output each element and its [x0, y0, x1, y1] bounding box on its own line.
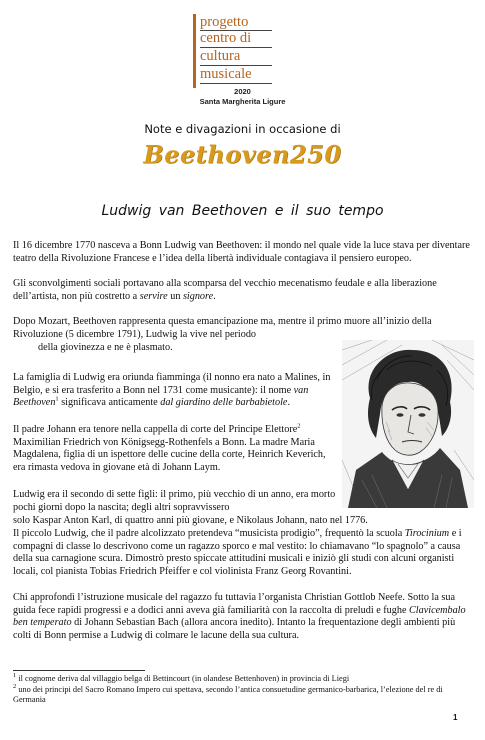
footnote-2-text: uno dei principi del Sacro Romano Impero cui spettava, secondo l’antica consuetudine germanico-barbarica, l’elezione del re di Germania — [13, 685, 443, 704]
footnote-mark-2: 2 — [13, 683, 17, 691]
footnote-separator — [13, 670, 145, 671]
paragraph-6-text: solo Kaspar Anton Karl, di quattro anni più giovane, e Nikolaus Johann, nato nel 1776. — [13, 515, 368, 526]
page-number: 1 — [453, 713, 458, 722]
logo-place: Santa Margherita Ligure — [199, 97, 286, 106]
paragraph-3-text: Dopo Mozart, Beethoven rappresenta questa emancipazione ma, mentre il primo muore all’inizio della Rivoluzione (5 dicembre 1791), Ludwig la vive nel periodo — [13, 316, 432, 340]
footnote-2 — [13, 685, 472, 705]
paragraph-5-text: Il padre Johann era tenore nella cappella di corte del Principe Elettore — [13, 424, 298, 435]
paragraph-4-text: La famiglia di Ludwig era oriunda fiamminga (il nonno era nato a Malines, in Belgio, e si era trasferito a Bonn nel 1731 come musicante): il nome — [13, 372, 331, 396]
footnote-1 — [13, 674, 472, 684]
paragraph-7-text: e i compagni di classe lo descrivono come un ragazzo sporco e mal vestito: lo chiamavano “lo spagnolo” a causa della sua carnagione scura. Dimostrò presto spiccate attitudini musicali e iniziò gli studi con alcuni organisti locali, col pianista Tobias Friedrich Pfeiffer e col violinista Franz Georg Rovantini. — [13, 528, 462, 577]
paragraph-4-text: significava anticamente — [58, 397, 161, 409]
paragraph-1-text: Il 16 dicembre 1770 nasceva a Bonn Ludwig van Beethoven: il mondo nel quale vide la luce stava per diventare teatro della Rivoluzione Francese e l’idea della libertà individuale contagiava il pensiero europeo. — [13, 240, 470, 264]
paragraph-5-text: Maximilian Friedrich von Königsegg-Rothenfels a Bonn. La madre Maria Magdalena, figlia di un ispettore delle cucine della corte, Heinrich Keverich, era rimasta vedova in giovane età di Johann Laym. — [13, 436, 326, 473]
logo-line-1: progetto — [200, 14, 249, 30]
intro-line: Note e divagazioni in occasione di — [144, 122, 341, 136]
logo — [193, 14, 279, 88]
paragraph-5 — [13, 424, 338, 474]
paragraph-2-text: Gli sconvolgimenti sociali portavano alla scomparsa del vecchio mecenatismo feudale e alla liberazione dell’artista, non più costretto a — [13, 278, 437, 302]
footnote-ref-2: 2 — [297, 422, 301, 430]
paragraph-2 — [13, 278, 472, 303]
paragraph-2-emphasis: servire — [139, 290, 168, 302]
footnote-mark-1: 1 — [13, 672, 17, 680]
paragraph-6 — [13, 489, 338, 514]
paragraph-2-text: . — [213, 290, 216, 302]
paragraph-7-text: Il piccolo Ludwig, che il padre alcolizzato pretendeva “musicista prodigio”, frequentò la scuola — [13, 528, 405, 539]
logo-line-2: centro di — [200, 30, 252, 46]
paragraph-4-emphasis: dal giardino delle barbabietole — [160, 397, 288, 409]
paragraph-2-emphasis: signore — [182, 290, 214, 302]
paragraph-7 — [13, 528, 472, 578]
brand-title: Beethoven250 — [143, 140, 342, 169]
paragraph-3-continued — [38, 342, 338, 355]
paragraph-3-text: della giovinezza e ne è plasmato. — [38, 342, 173, 353]
paragraph-1 — [13, 240, 472, 265]
paragraph-4-text: . — [287, 397, 290, 409]
logo-line-4: musicale — [200, 66, 252, 82]
logo-line-3: cultura — [200, 48, 241, 64]
paragraph-8 — [13, 592, 472, 642]
logo-year: 2020 — [234, 87, 251, 96]
beethoven-portrait — [342, 340, 474, 508]
logo-rule — [200, 83, 272, 84]
paragraph-6-text: Ludwig era il secondo di sette figli: il primo, più vecchio di un anno, era morto pochi giorni dopo la nascita; degli altri sopravvissero — [13, 489, 336, 513]
paragraph-8-text: Chi approfondì l’istruzione musicale del ragazzo fu tuttavia l’organista Christian Gottlob Neefe. Sotto la sua guida fece rapidi progressi e a dodici anni aveva già familiarità con la raccolta di preludi e fughe — [13, 592, 456, 616]
logo-accent-bar — [193, 14, 196, 88]
portrait-illustration — [342, 340, 474, 508]
paragraph-3 — [13, 316, 472, 341]
paragraph-4 — [13, 372, 338, 410]
footnote-1-text: il cognome deriva dal villaggio belga di Bettincourt (in olandese Bettenhoven) in provincia di Liegi — [16, 674, 350, 683]
page-title: Ludwig van Beethoven e il suo tempo — [101, 203, 384, 219]
footnote-ref-1: 1 — [55, 395, 59, 403]
paragraph-7-emphasis: Tirocinium — [404, 528, 450, 539]
paragraph-4-emphasis: van Beethoven — [13, 384, 309, 409]
paragraph-8-emphasis: Clavicembalo ben temperato — [13, 604, 466, 629]
paragraph-6-continued — [13, 515, 472, 528]
paragraph-2-text: un — [167, 290, 183, 302]
paragraph-8-text: di Johann Sebastian Bach (allora ancora inedito). Intanto la frequentazione degli ambienti più colti di Bonn permise a Ludwig di colmare le lacune della sua cultura. — [13, 617, 456, 641]
